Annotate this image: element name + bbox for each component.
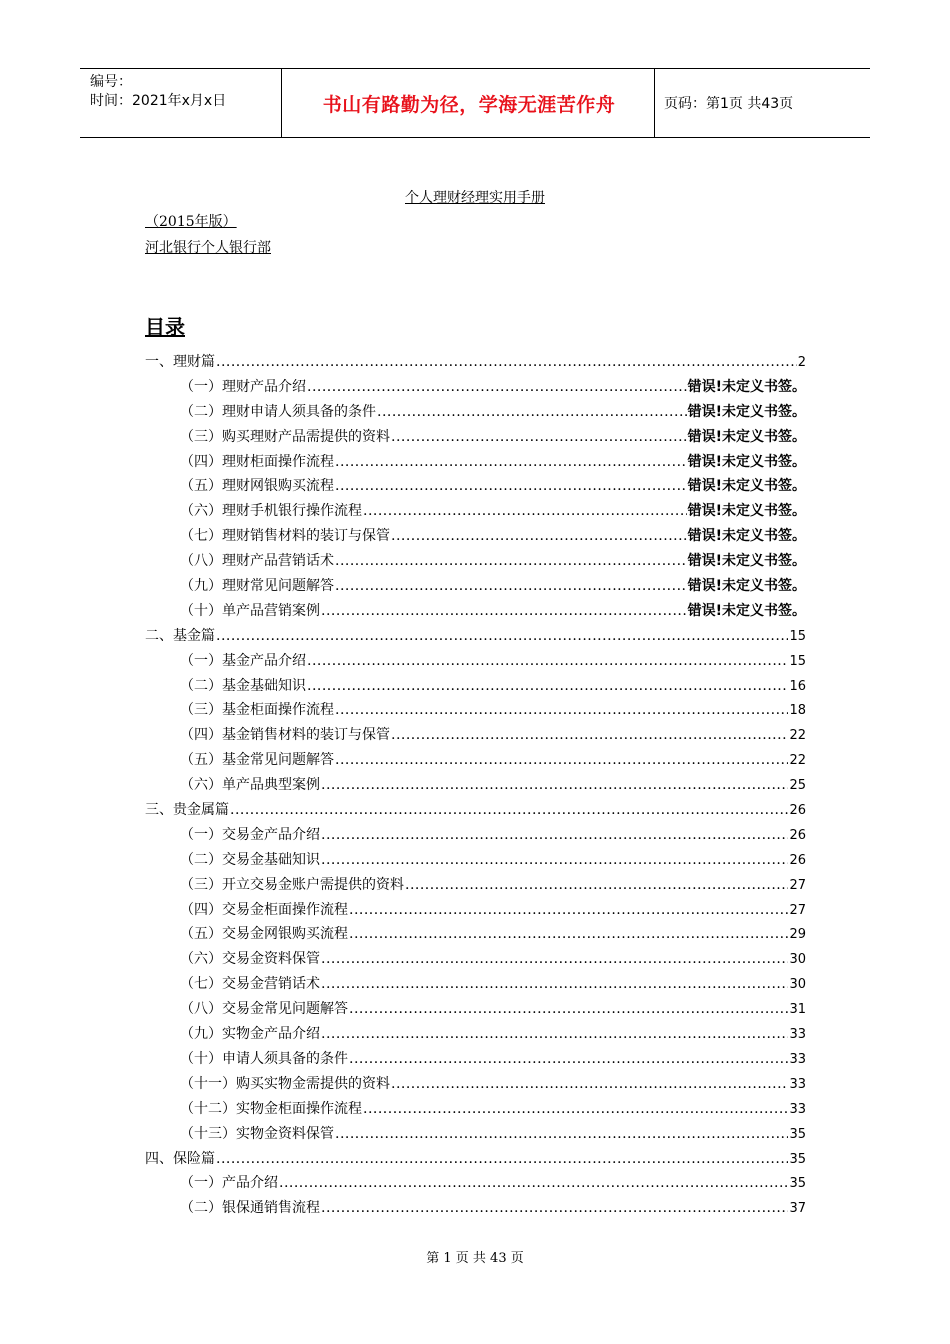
document-number-label: 编号： xyxy=(90,74,132,90)
toc-subsection-entry[interactable] xyxy=(145,1098,806,1123)
toc-entry-page: 37 xyxy=(789,1201,806,1217)
toc-subsection-entry[interactable] xyxy=(145,973,806,998)
header-motto: 书山有路勤为径，学海无涯苦作舟 xyxy=(322,93,616,116)
toc-subsection-entry[interactable] xyxy=(145,675,806,700)
document-department[interactable]: 河北银行个人银行部 xyxy=(145,240,271,256)
toc-entry-label: （六）交易金资料保管 xyxy=(180,951,320,968)
header-divider xyxy=(654,69,655,137)
toc-dot-leader xyxy=(230,802,788,818)
toc-subsection-entry[interactable] xyxy=(145,401,806,426)
toc-entry-label: （三）基金柜面操作流程 xyxy=(180,702,334,719)
toc-entry-label: （九）理财常见问题解答 xyxy=(180,578,334,595)
toc-entry-label: （六）理财手机银行操作流程 xyxy=(180,503,362,520)
toc-dot-leader xyxy=(321,1200,788,1216)
toc-dot-leader xyxy=(335,578,687,594)
toc-dot-leader xyxy=(349,926,788,942)
toc-entry-page: 26 xyxy=(789,852,806,868)
toc-subsection-entry[interactable] xyxy=(145,550,806,575)
toc-entry-page: 错误!未定义书签。 xyxy=(687,453,806,470)
toc-entry-page: 30 xyxy=(789,952,806,968)
toc-entry-page: 18 xyxy=(789,703,806,719)
toc-entry-label: （四）交易金柜面操作流程 xyxy=(180,901,348,918)
toc-entry-label: （九）实物金产品介绍 xyxy=(180,1026,320,1043)
toc-subsection-entry[interactable] xyxy=(145,1172,806,1197)
toc-entry-page: 15 xyxy=(789,628,806,644)
toc-dot-leader xyxy=(321,1026,788,1042)
toc-section-entry[interactable] xyxy=(145,351,806,376)
toc-dot-leader xyxy=(321,827,788,843)
toc-entry-label: （十一）购买实物金需提供的资料 xyxy=(180,1075,390,1092)
toc-entry-page: 31 xyxy=(789,1002,806,1018)
toc-entry-page: 错误!未定义书签。 xyxy=(687,403,806,420)
toc-dot-leader xyxy=(335,478,687,494)
toc-dot-leader xyxy=(391,528,687,544)
toc-subsection-entry[interactable] xyxy=(145,1023,806,1048)
toc-entry-label: （三）购买理财产品需提供的资料 xyxy=(180,428,390,445)
toc-dot-leader xyxy=(307,653,788,669)
toc-subsection-entry[interactable] xyxy=(145,774,806,799)
toc-subsection-entry[interactable] xyxy=(145,874,806,899)
toc-subsection-entry[interactable] xyxy=(145,749,806,774)
toc-dot-leader xyxy=(391,429,687,445)
toc-entry-label: （一）产品介绍 xyxy=(180,1175,278,1192)
toc-entry-page: 16 xyxy=(789,678,806,694)
toc-entry-label: 一、理财篇 xyxy=(145,354,215,370)
document-title-block xyxy=(0,187,950,207)
toc-entry-page: 错误!未定义书签。 xyxy=(687,478,806,495)
toc-entry-page: 26 xyxy=(789,803,806,819)
toc-dot-leader xyxy=(391,727,788,743)
toc-entry-label: （五）理财网银购买流程 xyxy=(180,478,334,495)
toc-dot-leader xyxy=(349,902,788,918)
toc-entry-page: 22 xyxy=(789,753,806,769)
toc-entry-label: （六）单产品典型案例 xyxy=(180,777,320,794)
toc-entry-page: 27 xyxy=(789,902,806,918)
toc-entry-label: （二）基金基础知识 xyxy=(180,677,306,694)
toc-entry-label: （一）基金产品介绍 xyxy=(180,652,306,669)
toc-entry-page: 错误!未定义书签。 xyxy=(687,528,806,545)
toc-dot-leader xyxy=(321,976,788,992)
toc-dot-leader xyxy=(335,1126,788,1142)
toc-entry-page: 错误!未定义书签。 xyxy=(687,378,806,395)
toc-subsection-entry[interactable] xyxy=(145,1123,806,1148)
toc-dot-leader xyxy=(279,1175,788,1191)
toc-entry-label: （四）理财柜面操作流程 xyxy=(180,453,334,470)
toc-entry-page: 27 xyxy=(789,877,806,893)
toc-dot-leader xyxy=(377,404,687,420)
toc-subsection-entry[interactable] xyxy=(145,724,806,749)
toc-dot-leader xyxy=(391,1076,788,1092)
toc-entry-label: （三）开立交易金账户需提供的资料 xyxy=(180,876,404,893)
toc-entry-label: （二）理财申请人须具备的条件 xyxy=(180,403,376,420)
toc-entry-label: （十三）实物金资料保管 xyxy=(180,1125,334,1142)
toc-entry-page: 错误!未定义书签。 xyxy=(687,503,806,520)
toc-dot-leader xyxy=(363,1101,788,1117)
toc-subsection-entry[interactable] xyxy=(145,451,806,476)
toc-subsection-entry[interactable] xyxy=(145,650,806,675)
toc-subsection-entry[interactable] xyxy=(145,849,806,874)
toc-entry-page: 26 xyxy=(789,827,806,843)
toc-subsection-entry[interactable] xyxy=(145,475,806,500)
toc-subsection-entry[interactable] xyxy=(145,998,806,1023)
header-meta xyxy=(90,73,226,111)
toc-subsection-entry[interactable] xyxy=(145,948,806,973)
toc-entry-label: （十）申请人须具备的条件 xyxy=(180,1050,348,1067)
toc-entry-page: 错误!未定义书签。 xyxy=(687,602,806,619)
toc-entry-page: 29 xyxy=(789,927,806,943)
toc-entry-page: 35 xyxy=(789,1126,806,1142)
toc-entry-page: 33 xyxy=(789,1051,806,1067)
toc-entry-label: （五）基金常见问题解答 xyxy=(180,752,334,769)
toc-entry-page: 33 xyxy=(789,1076,806,1092)
toc-section-entry[interactable] xyxy=(145,625,806,650)
toc-dot-leader xyxy=(363,503,687,519)
toc-dot-leader xyxy=(335,553,687,569)
toc-subsection-entry[interactable] xyxy=(145,1197,806,1222)
toc-entry-label: （七）理财销售材料的装订与保管 xyxy=(180,528,390,545)
toc-dot-leader xyxy=(335,454,687,470)
toc-dot-leader xyxy=(216,1151,788,1167)
toc-entry-label: （十）单产品营销案例 xyxy=(180,602,320,619)
toc-entry-page: 33 xyxy=(789,1101,806,1117)
toc-entry-label: （二）交易金基础知识 xyxy=(180,851,320,868)
toc-dot-leader xyxy=(321,603,687,619)
toc-dot-leader xyxy=(335,752,788,768)
document-title[interactable]: 个人理财经理实用手册 xyxy=(405,190,545,206)
toc-dot-leader xyxy=(349,1051,788,1067)
toc-dot-leader xyxy=(307,379,687,395)
toc-subsection-entry[interactable] xyxy=(145,525,806,550)
toc-entry-page: 35 xyxy=(789,1176,806,1192)
toc-entry-page: 25 xyxy=(789,778,806,794)
document-edition[interactable]: （2015年版） xyxy=(145,214,237,230)
toc-entry-label: 三、贵金属篇 xyxy=(145,802,229,819)
toc-subsection-entry[interactable] xyxy=(145,575,806,600)
toc-subsection-entry[interactable] xyxy=(145,824,806,849)
toc-section-entry[interactable] xyxy=(145,799,806,824)
toc-dot-leader xyxy=(405,877,788,893)
toc-entry-page: 错误!未定义书签。 xyxy=(687,578,806,595)
toc-heading[interactable]: 目录 xyxy=(145,315,185,339)
toc-entry-label: （十二）实物金柜面操作流程 xyxy=(180,1100,362,1117)
toc-entry-label: （七）交易金营销话术 xyxy=(180,976,320,993)
toc-entry-label: （八）理财产品营销话术 xyxy=(180,553,334,570)
toc-entry-label: 四、保险篇 xyxy=(145,1150,215,1167)
toc-subsection-entry[interactable] xyxy=(145,600,806,625)
toc-dot-leader xyxy=(216,628,788,644)
toc-subsection-entry[interactable] xyxy=(145,1048,806,1073)
toc-entry-label: （二）银保通销售流程 xyxy=(180,1200,320,1217)
toc-entry-page: 错误!未定义书签。 xyxy=(687,553,806,570)
toc-entry-page: 2 xyxy=(797,355,806,370)
toc-subsection-entry[interactable] xyxy=(145,1073,806,1098)
toc-entry-label: （四）基金销售材料的装订与保管 xyxy=(180,727,390,744)
toc-dot-leader xyxy=(321,777,788,793)
toc-entry-label: （八）交易金常见问题解答 xyxy=(180,1001,348,1018)
toc-entry-page: 30 xyxy=(789,977,806,993)
toc-entry-page: 15 xyxy=(789,653,806,669)
toc-dot-leader xyxy=(216,354,797,370)
toc-dot-leader xyxy=(349,1001,788,1017)
toc-subsection-entry[interactable] xyxy=(145,923,806,948)
document-time-label: 时间：2021年x月x日 xyxy=(90,93,227,109)
header-page-info: 页码：第1页 共43页 xyxy=(664,96,794,112)
toc-dot-leader xyxy=(307,678,788,694)
toc-dot-leader xyxy=(321,852,788,868)
toc-subsection-entry[interactable] xyxy=(145,500,806,525)
toc-entry-page: 22 xyxy=(789,728,806,744)
toc-entry-label: （五）交易金网银购买流程 xyxy=(180,926,348,943)
table-of-contents xyxy=(145,351,806,1222)
page-footer: 第 1 页 共 43 页 xyxy=(426,1251,524,1266)
toc-entry-label: 二、基金篇 xyxy=(145,627,215,644)
toc-entry-page: 33 xyxy=(789,1027,806,1043)
toc-subsection-entry[interactable] xyxy=(145,699,806,724)
toc-subsection-entry[interactable] xyxy=(145,426,806,451)
page-header xyxy=(80,68,870,138)
toc-section-entry[interactable] xyxy=(145,1148,806,1173)
toc-subsection-entry[interactable] xyxy=(145,899,806,924)
toc-dot-leader xyxy=(335,702,788,718)
toc-dot-leader xyxy=(321,951,788,967)
toc-entry-label: （一）交易金产品介绍 xyxy=(180,826,320,843)
toc-entry-page: 35 xyxy=(789,1151,806,1167)
toc-subsection-entry[interactable] xyxy=(145,376,806,401)
toc-entry-label: （一）理财产品介绍 xyxy=(180,378,306,395)
toc-entry-page: 错误!未定义书签。 xyxy=(687,428,806,445)
